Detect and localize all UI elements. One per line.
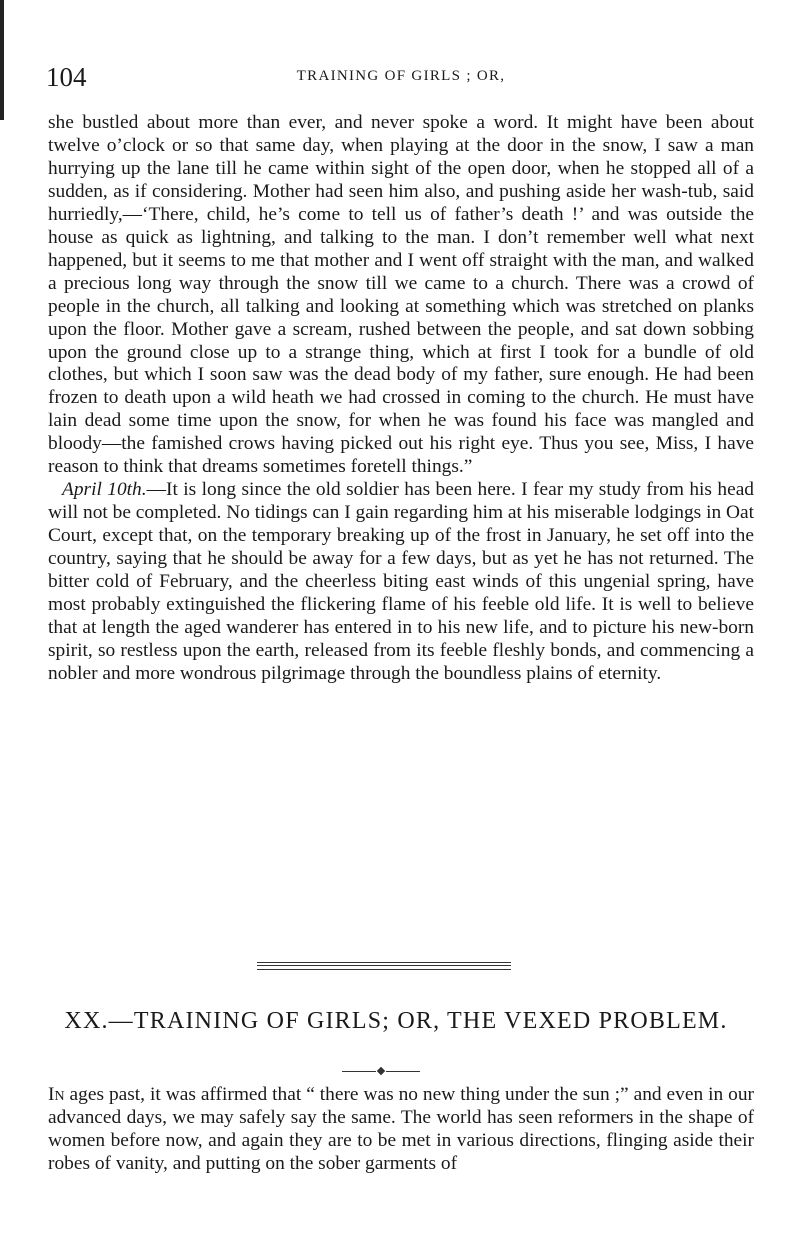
paragraph: she bustled about more than ever, and never spoke a word. It might have been about twelve o’clock or so that same day, when playing at the door in the snow, I saw a man hurrying up the lane till he came within sight of the open door, when he stopped all of a sudden, as if considering. Mother had seen him also, and pushing aside her wash-tub, said hurriedly,—‘There, child, he’s come to tell us of father’s death !’ and was outside the house as quick as lightning, and talking to the man. I don’t remember well what next happened, but it seems to me that mother and I went off straight with the man, and walked a precious long way through the snow till we came to a church. There was a crowd of people in the church, all talking and looking at something which was stretched on planks upon the floor. Mother gave a scream, rushed between the people, and sat down sobbing upon the ground close up to a strange thing, which at first I took for a bundle of old clothes, but which I soon saw was the dead body of my father, sure enough. He had been frozen to death upon a wild heath we had crossed in coming to the church. He must have lain dead some time upon the snow, for when he was found his face was mangled and bloody—the famished crows having picked out his right eye. Thus you see, Miss, I have reason to think that dreams sometimes foretell things.”	[48, 112, 754, 478]
paragraph-text: —It is long since the old soldier has been here. I fear my study from his head will not be completed. No tidings can I gain regarding him at his miserable lodgings in Oat Court, except that, on the temporary breaking up of the frost in January, he set off into the country, saying that he should be away for a few days, but as yet he has not returned. The bitter cold of February, and the cheerless biting east winds of this ungenial spring, have most probably extinguished the flickering flame of his feeble old life. It is well to believe that at length the aged wanderer has entered in to his new life, and to picture his new-born spirit, so restless upon the earth, released from its feeble fleshly bonds, and commencing a nobler and more wondrous pilgrimage through the boundless plains of eternity.	[48, 479, 755, 684]
section-body	[48, 1084, 754, 1176]
paragraph	[48, 1084, 754, 1176]
ornament-divider	[342, 1067, 420, 1075]
running-head: TRAINING OF GIRLS ; OR,	[296, 68, 506, 84]
page-header	[46, 62, 756, 98]
paragraph-text: ages past, it was affirmed that “ there was no new thing under the sun ;” and even in our advanced days, we may safely say the same. The world has seen reformers in the shape of women before now, and again they are to be met in various directions, flinging aside their robes of vanity, and putting on the sober garments of	[48, 1084, 754, 1174]
page-number: 104	[46, 62, 87, 92]
body-text	[48, 112, 754, 686]
opening-word: In	[48, 1084, 65, 1105]
page-edge-rule	[0, 0, 4, 120]
section-divider	[257, 962, 511, 970]
paragraph	[48, 479, 754, 686]
section-title: XX.—TRAINING OF GIRLS; OR, THE VEXED PROBLEM.	[64, 1008, 728, 1034]
date-heading: April 10th.	[62, 479, 147, 501]
